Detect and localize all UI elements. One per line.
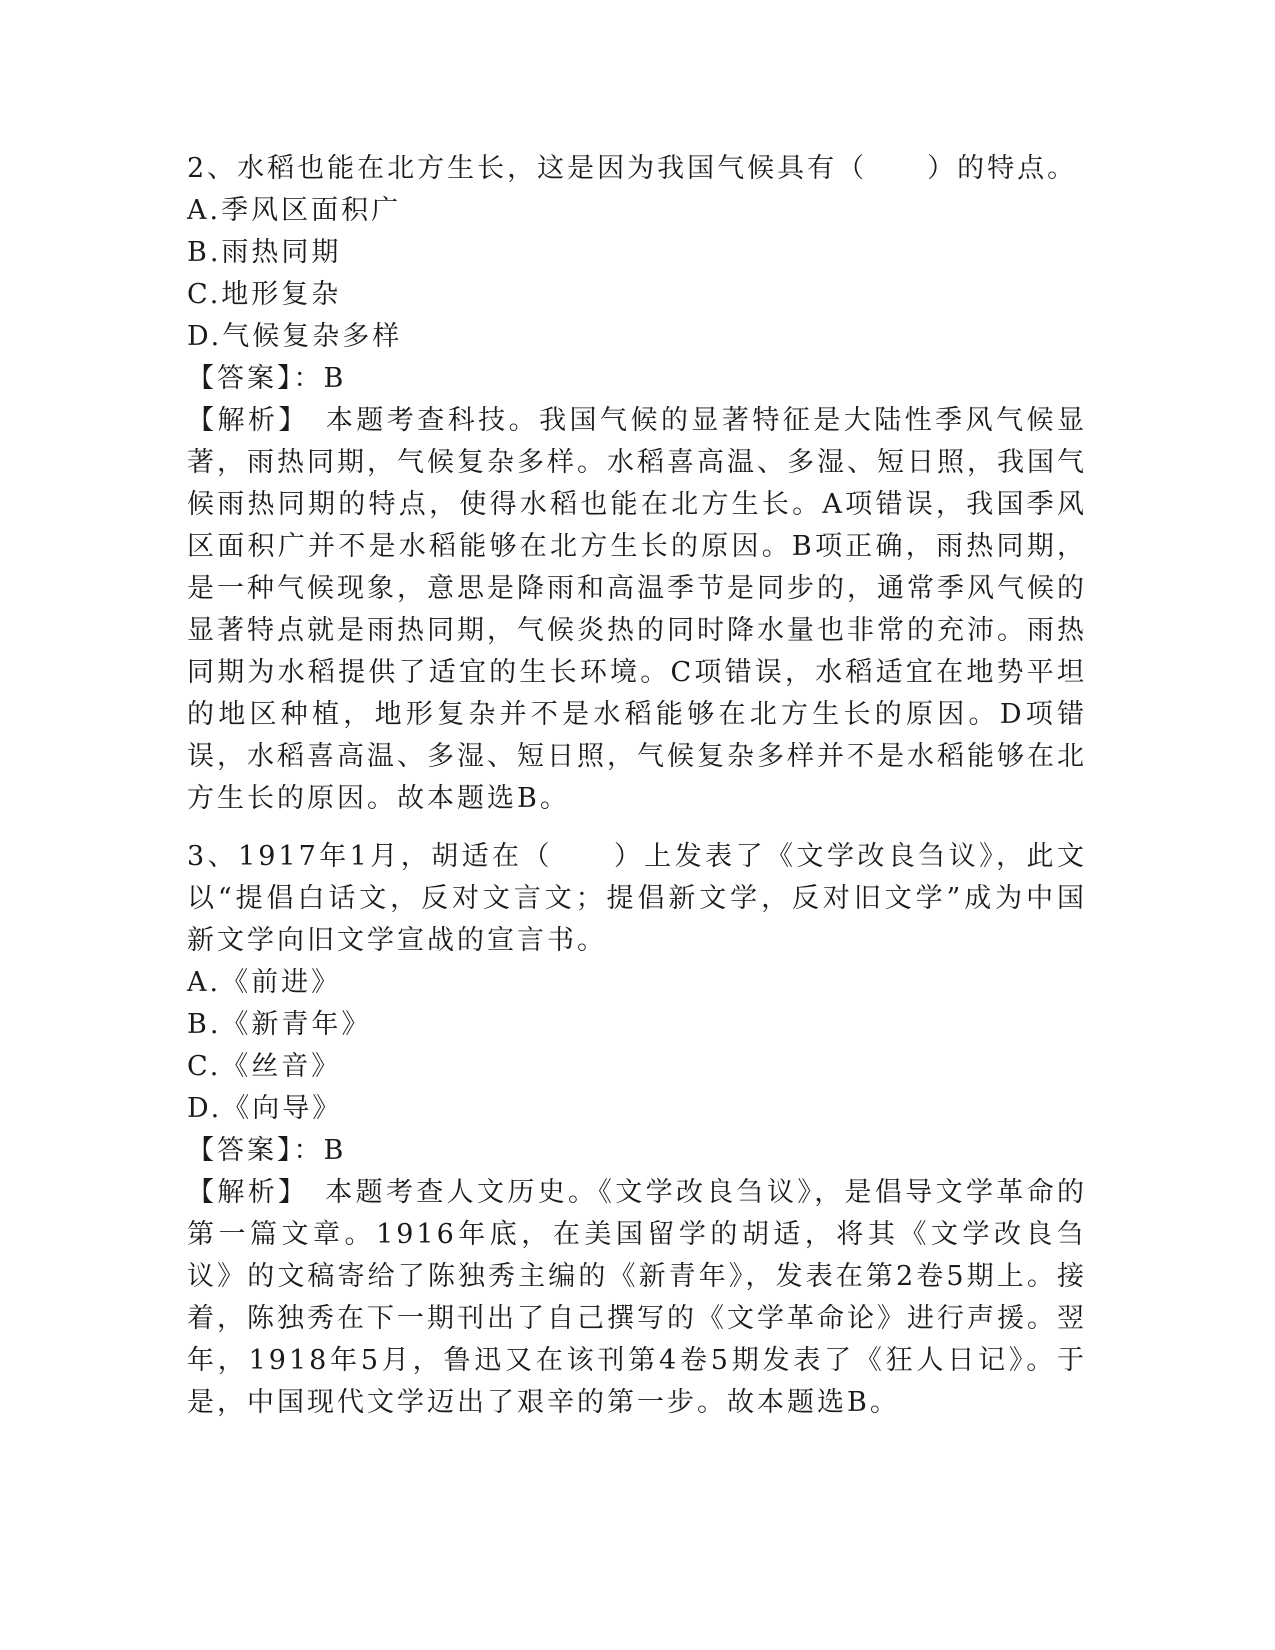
- option-c: C.《丝音》: [187, 1051, 342, 1082]
- question-stem: 3、1917年1月，胡适在（ ）上发表了《文学改良刍议》，此文以“提倡白话文，反对文言文；提倡新文学，反对旧文学”成为中国新文学向旧文学宣战的宣言书。: [187, 841, 1087, 956]
- document-page: [187, 148, 1087, 1424]
- option-b: B.雨热同期: [187, 237, 342, 268]
- question-block: [187, 148, 1087, 820]
- option-d: D.气候复杂多样: [187, 321, 403, 352]
- option-a: A.季风区面积广: [187, 195, 402, 226]
- analysis-paragraph: 【解析】 本题考查人文历史。《文学改良刍议》，是倡导文学革命的第一篇文章。1916年底，在美国留学的胡适，将其《文学改良刍议》的文稿寄给了陈独秀主编的《新青年》，发表在第2卷5期上。接着，陈独秀在下一期刊出了自己撰写的《文学革命论》进行声援。翌年，1918年5月，鲁迅又在该刊第4卷5期发表了《狂人日记》。于是，中国现代文学迈出了艰辛的第一步。故本题选B。: [187, 1177, 1087, 1418]
- answer-line: 【答案】：B: [187, 1135, 347, 1166]
- option-d: D.《向导》: [187, 1093, 343, 1124]
- option-c: C.地形复杂: [187, 279, 342, 310]
- answer-line: 【答案】：B: [187, 363, 347, 394]
- option-a: A.《前进》: [187, 967, 342, 998]
- section-gap: [187, 820, 1087, 836]
- question-block: [187, 836, 1087, 1424]
- question-stem: 2、水稻也能在北方生长，这是因为我国气候具有（ ）的特点。: [187, 153, 1078, 184]
- option-b: B.《新青年》: [187, 1009, 372, 1040]
- analysis-paragraph: 【解析】 本题考查科技。我国气候的显著特征是大陆性季风气候显著，雨热同期，气候复杂多样。水稻喜高温、多湿、短日照，我国气候雨热同期的特点，使得水稻也能在北方生长。A项错误，我国季风区面积广并不是水稻能够在北方生长的原因。B项正确，雨热同期，是一种气候现象，意思是降雨和高温季节是同步的，通常季风气候的显著特点就是雨热同期，气候炎热的同时降水量也非常的充沛。雨热同期为水稻提供了适宜的生长环境。C项错误，水稻适宜在地势平坦的地区种植，地形复杂并不是水稻能够在北方生长的原因。D项错误，水稻喜高温、多湿、短日照，气候复杂多样并不是水稻能够在北方生长的原因。故本题选B。: [187, 405, 1087, 814]
